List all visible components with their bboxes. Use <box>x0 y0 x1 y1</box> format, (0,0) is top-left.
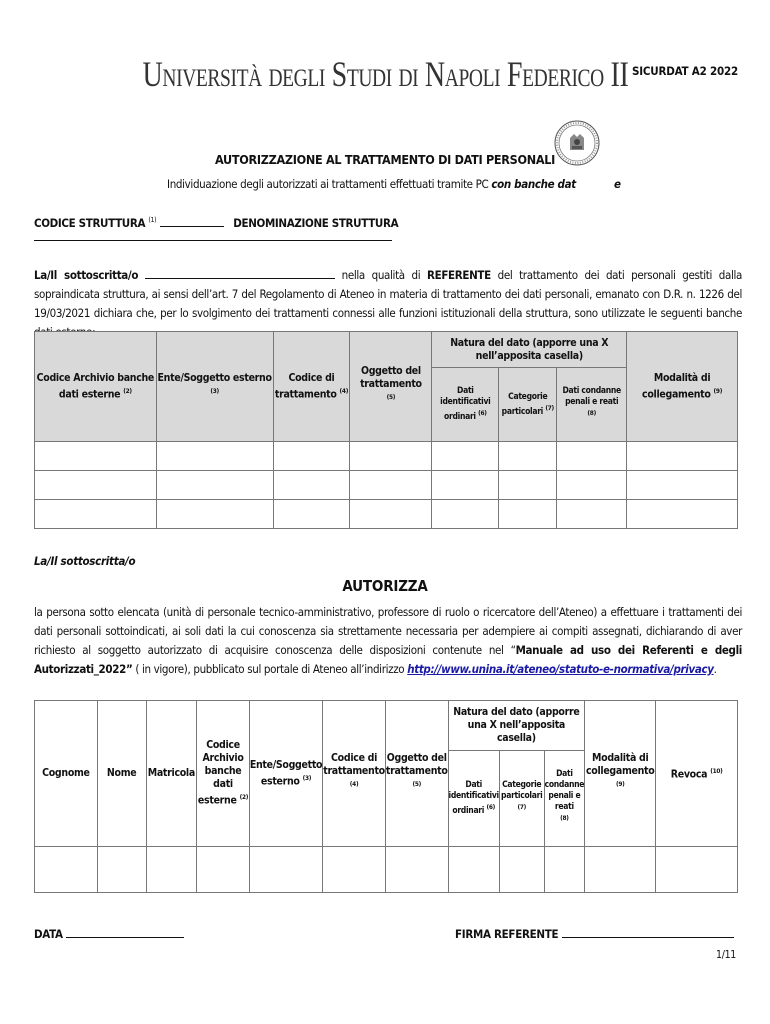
structure-row: CODICE STRUTTURA $^{(1)}$ DENOMINAZIONE STRUTTURA <box>34 216 738 244</box>
date-field[interactable] <box>66 928 184 938</box>
signature-label: FIRMA REFERENTE <box>455 927 559 941</box>
codice-struttura-field[interactable] <box>160 217 224 227</box>
signature-row <box>455 927 734 941</box>
date-label: DATA <box>34 927 63 941</box>
form-code: SICURDAT A2 2022 <box>631 64 738 78</box>
col-codice-trattamento: Codice di trattamento $^{(4)}$ <box>273 332 350 442</box>
denominazione-struttura-label: DENOMINAZIONE STRUTTURA <box>233 216 399 230</box>
privacy-link[interactable]: http://www.unina.it/ateneo/statuto-e-normativa/privacy <box>407 662 714 676</box>
col-oggetto: Oggetto del trattamento $^{(5)}$ <box>350 332 432 442</box>
authorization-signer: La/Il sottoscritta/o <box>34 554 136 568</box>
col-natura-dato: Natura del dato (apporre una X nell’apposita casella) <box>432 332 627 368</box>
authorized-persons-table <box>34 700 738 893</box>
col-nome: Nome <box>97 701 146 847</box>
table-row <box>35 500 738 529</box>
col-codice-archivio: Codice Archivio banche dati esterne $^{(2)}$ <box>197 701 250 847</box>
signer-name-field[interactable] <box>145 269 335 279</box>
university-name: Università degli Studi di Napoli Federico II <box>142 54 628 94</box>
col-natura-dato: Natura del dato (apporre una X nell’apposita casella) <box>448 701 585 751</box>
signature-field[interactable] <box>562 928 734 938</box>
authorization-heading: AUTORIZZA <box>342 577 428 595</box>
date-row <box>34 927 184 941</box>
col-categorie-particolari: Categorie particolari $^{(7)}$ <box>499 751 544 847</box>
document-title: AUTORIZZAZIONE AL TRATTAMENTO DI DATI PERSONALI <box>215 152 555 167</box>
col-codice-trattamento: Codice di trattamento $^{(4)}$ <box>323 701 386 847</box>
col-cognome: Cognome <box>35 701 98 847</box>
col-oggetto: Oggetto del trattamento $^{(5)}$ <box>385 701 448 847</box>
denominazione-struttura-field[interactable] <box>34 231 392 241</box>
external-databases-table <box>34 331 738 529</box>
col-dati-identificativi: Dati identificativi ordinari $^{(6)}$ <box>432 368 499 442</box>
document-subtitle: Individuazione degli autorizzati ai trattamenti effettuati tramite PC con banche dat e <box>167 177 621 191</box>
col-ente: Ente/Soggetto esterno $^{(3)}$ <box>249 701 322 847</box>
col-categorie-particolari: Categorie particolari $^{(7)}$ <box>499 368 557 442</box>
col-revoca: Revoca $^{(10)}$ <box>656 701 738 847</box>
col-ente: Ente/Soggetto esterno $^{(3)}$ <box>156 332 273 442</box>
col-modalita: Modalità di collegamento $^{(9)}$ <box>585 701 656 847</box>
table-row <box>35 847 738 893</box>
table-row <box>35 442 738 471</box>
page-number: 1/11 <box>715 949 736 961</box>
authorization-paragraph: la persona sotto elencata (unità di personale tecnico-amministrativo, professore di ruolo o ricercatore dell’Ateneo) a effettuare i trattamenti dei dati personali sottoindicati, ai soli dati la cui conoscenza sia strettamente necessaria per adempiere ai compiti assegnati, dichiarando di aver richiesto al soggetto autorizzato di acquisire conoscenza delle disposizioni contenute nel “Manuale ad uso dei Referenti e degli Autorizzati_2022” ( in vigore), pubblicato sul portale di Ateneo all’indirizzo http://www.unina.it/ateneo/statuto-e-normativa/privacy. <box>34 605 742 676</box>
col-dati-identificativi: Dati identificativi ordinari $^{(6)}$ <box>448 751 499 847</box>
manual-title: Manuale ad uso dei Referenti e degli Autorizzati_2022” <box>34 643 742 676</box>
col-dati-condanne: Dati condanne penali e reati $^{(8)}$ <box>544 751 585 847</box>
intro-paragraph: La/Il sottoscritta/o nella qualità di REFERENTE del trattamento dei dati personali gestiti dalla sopraindicata struttura, ai sensi dell’art. 7 del Regolamento di Ateneo in materia di trattamento dei dati personali, emanato con D.R. n. 1226 del 19/03/2021 dichiara che, per lo svolgimento dei trattamenti connessi alle funzioni istituzionali della struttura, sono utilizzate le seguenti banche <box>34 268 743 320</box>
col-dati-condanne: Dati condanne penali e reati $^{(8)}$ <box>557 368 627 442</box>
table-row <box>35 471 738 500</box>
col-modalita: Modalità di collegamento $^{(9)}$ <box>627 332 738 442</box>
col-codice-archivio: Codice Archivio banche dati esterne $^{(2)}$ <box>35 332 157 442</box>
codice-struttura-label: CODICE STRUTTURA <box>34 216 146 230</box>
col-matricola: Matricola <box>146 701 197 847</box>
